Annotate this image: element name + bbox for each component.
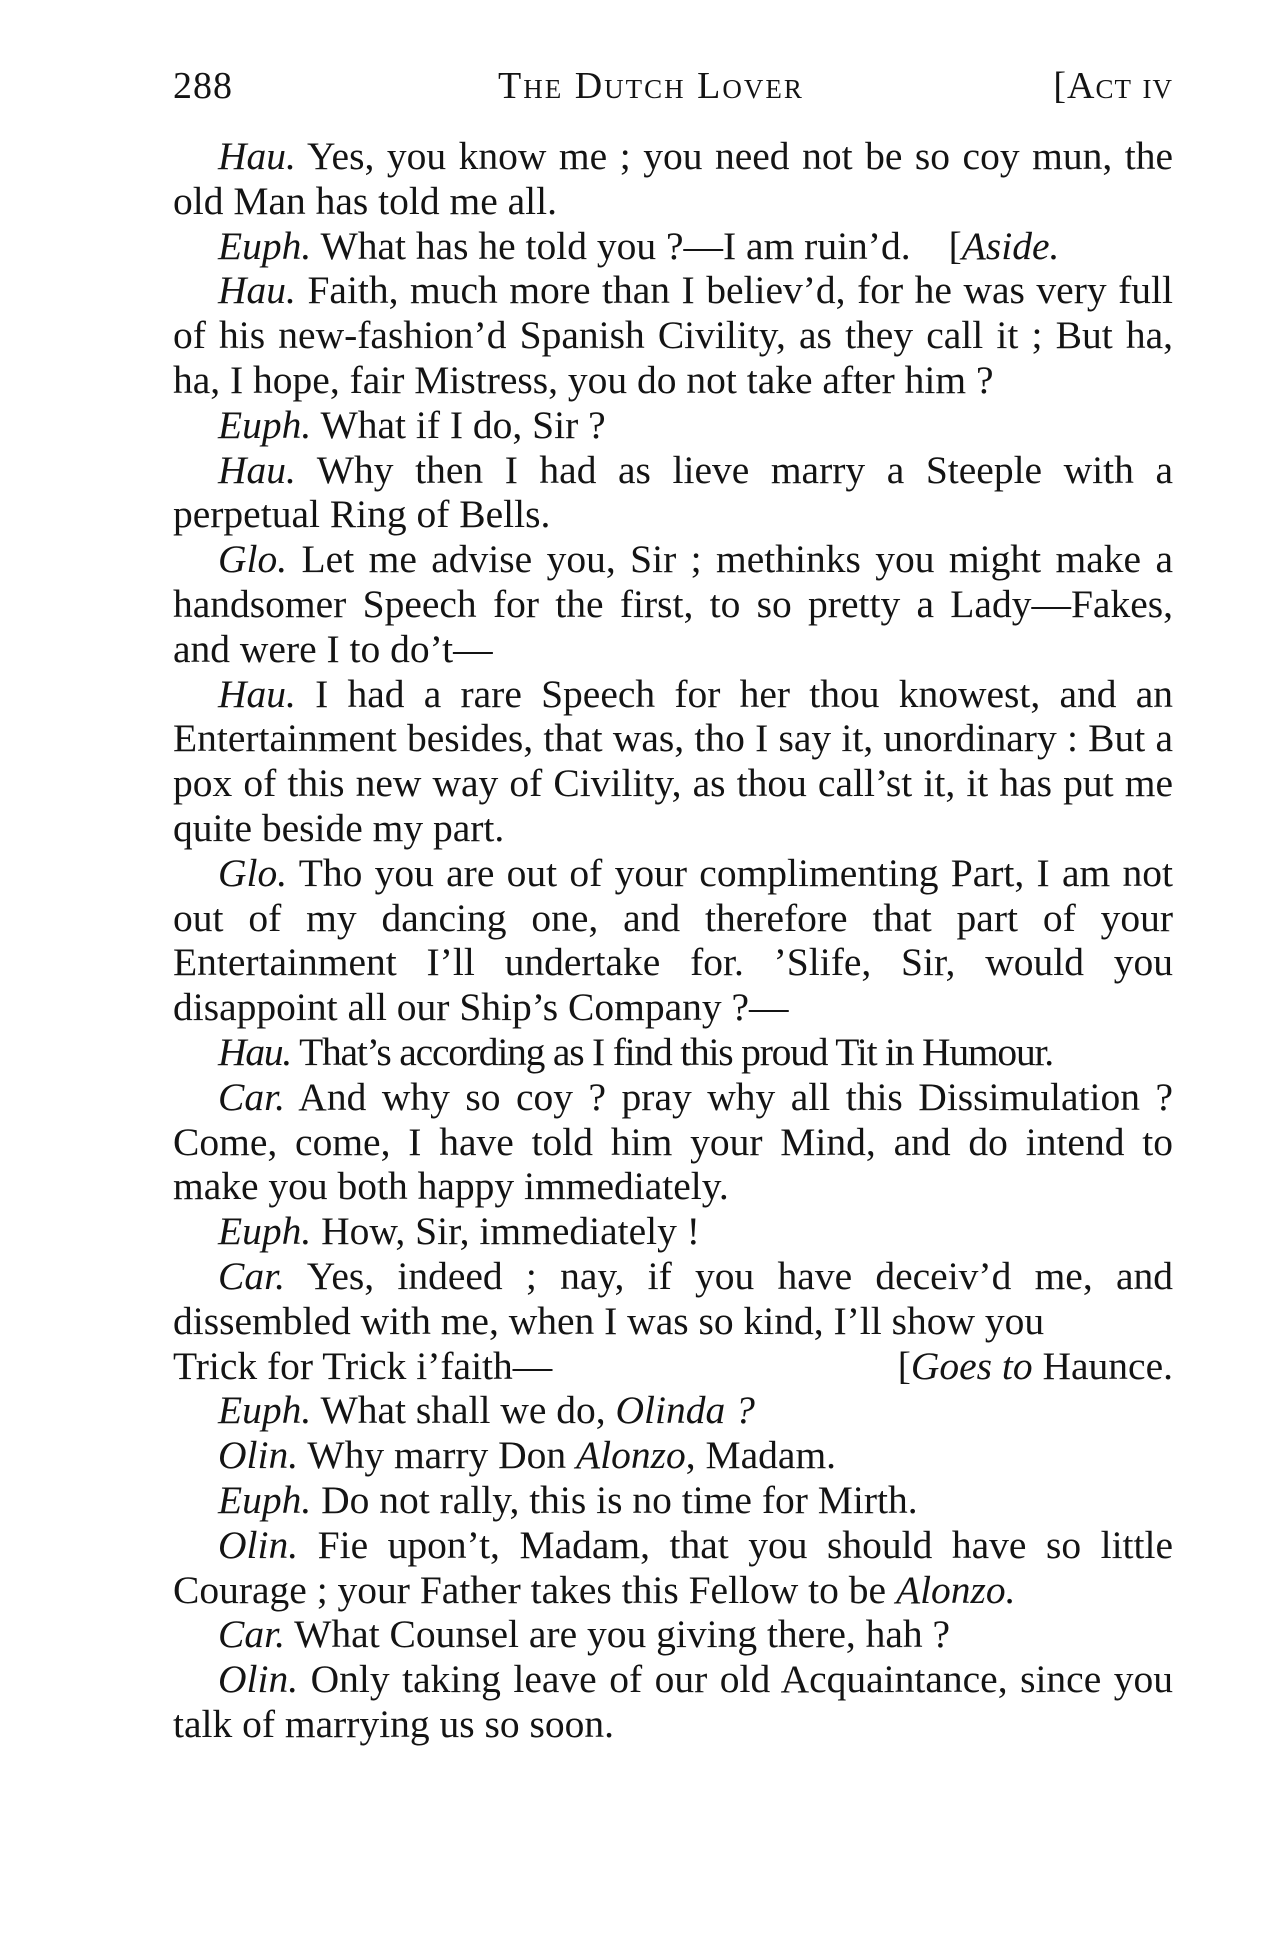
speech-car-2-last-line — [173, 1344, 1173, 1389]
speaker-name: Olin. — [218, 1657, 299, 1702]
speech-euph-5 — [173, 1478, 1173, 1523]
speaker-name: Car. — [218, 1612, 285, 1657]
speech-hau-4 — [173, 672, 1173, 851]
stage-direction — [898, 1344, 1173, 1389]
page-number: 288 — [173, 65, 233, 107]
speech-text: What Counsel are you giving there, hah ? — [294, 1612, 951, 1657]
speech-text: Trick for Trick i’faith— — [173, 1343, 553, 1388]
speaker-name: Euph. — [218, 402, 312, 447]
speech-olin-3 — [173, 1657, 1173, 1747]
character-name: Olinda ? — [615, 1388, 755, 1433]
stage-direction-bracket: [ — [897, 1343, 911, 1388]
speaker-name: Hau. — [218, 1029, 292, 1074]
running-title: The Dutch Lover — [498, 65, 804, 107]
character-name: Alonzo — [576, 1433, 686, 1478]
speech-euph-3 — [173, 1209, 1173, 1254]
speaker-name: Euph. — [218, 1209, 312, 1254]
stage-direction-italic: Goes to — [910, 1343, 1033, 1388]
speech-text: Yes, indeed ; nay, if you have deceiv’d me, and dissembled with me, when I was so kind, I’ll show you — [173, 1253, 1173, 1343]
speaker-name: Hau. — [218, 134, 296, 178]
speaker-name: Olin. — [218, 1433, 299, 1478]
running-head — [173, 58, 1173, 114]
stage-direction: Aside. — [961, 223, 1060, 268]
speech-text: Do not rally, this is no time for Mirth. — [321, 1477, 918, 1522]
speech-hau-1 — [173, 134, 1173, 224]
speech-text: That’s according as I find this proud Tit in Humour. — [299, 1029, 1053, 1074]
speech-car-1 — [173, 1075, 1173, 1209]
book-page — [173, 58, 1173, 1747]
speech-car-2 — [173, 1254, 1173, 1344]
play-text — [173, 134, 1173, 1747]
speaker-name: Euph. — [218, 223, 312, 268]
speech-text: I had a rare Speech for her thou knowest, and an Entertainment besides, that was, tho I say it, unordinary : But a pox of this new way of Civility, as thou call’st it, it has put me quite beside my part. — [173, 671, 1173, 850]
speech-olin-1 — [173, 1433, 1173, 1478]
speech-text: What has he told you ?—I am ruin’d. — [320, 223, 911, 268]
speech-text: Let me advise you, Sir ; methinks you might make a handsomer Speech for the first, to so pretty a Lady—Fakes, and were I to do’t— — [173, 537, 1173, 671]
act-marker: [Act iv — [1053, 65, 1173, 107]
stage-direction-name: Haunce. — [1042, 1343, 1173, 1388]
stage-direction-bracket: [ — [948, 223, 962, 268]
speaker-name: Glo. — [218, 537, 288, 582]
speaker-name: Hau. — [218, 671, 296, 716]
speech-text: And why so coy ? pray why all this Dissimulation ? Come, come, I have told him your Mind, and do intend to make you both happy immediately. — [173, 1074, 1173, 1209]
speaker-name: Euph. — [218, 1388, 312, 1433]
speech-hau-3 — [173, 448, 1173, 538]
speech-car-3 — [173, 1612, 1173, 1657]
speech-hau-5 — [173, 1030, 1173, 1075]
speech-text: What if I do, Sir ? — [320, 402, 606, 447]
speaker-name: Hau. — [218, 447, 296, 492]
speech-text: How, Sir, immediately ! — [321, 1209, 700, 1254]
speech-text: Why then I had as lieve marry a Steeple with a perpetual Ring of Bells. — [173, 447, 1173, 537]
speech-text: What shall we do, — [320, 1388, 606, 1433]
speech-text: Tho you are out of your complimenting Part, I am not out of my dancing one, and therefore that part of your Entertainment I’ll undertake for. ’Slife, Sir, would you disappoint all our Ship’s Company ?— — [173, 850, 1173, 1030]
speech-text: Only taking leave of our old Acquaintance, since you talk of marrying us so soon. — [173, 1657, 1174, 1746]
speech-text: Yes, you know me ; you need not be so coy mun, the old Man has told me all. — [173, 134, 1173, 223]
speech-text-after: , Madam. — [685, 1433, 837, 1478]
character-name: Alonzo. — [895, 1567, 1016, 1612]
speaker-name: Car. — [218, 1074, 285, 1119]
speech-hau-2 — [173, 268, 1173, 402]
speaker-name: Glo. — [218, 850, 288, 895]
speech-text: Why marry Don — [307, 1433, 567, 1478]
speech-euph-4 — [173, 1388, 1173, 1433]
speaker-name: Olin. — [218, 1522, 299, 1567]
speech-text: Fie upon’t, Madam, that you should have so little Courage ; your Father takes this Fellow to be — [173, 1522, 1174, 1612]
speech-euph-2 — [173, 403, 1173, 448]
speech-glo-2 — [173, 851, 1173, 1030]
speech-euph-1 — [173, 224, 1173, 269]
speaker-name: Car. — [218, 1253, 285, 1298]
speech-text: Faith, much more than I believ’d, for he was very full of his new-fashion’d Spanish Civility, as they call it ; But ha, ha, I hope, fair Mistress, you do not take after him ? — [173, 268, 1173, 402]
speech-olin-2 — [173, 1523, 1173, 1613]
speaker-name: Hau. — [218, 268, 296, 313]
speaker-name: Euph. — [218, 1477, 312, 1522]
speech-glo-1 — [173, 537, 1173, 671]
